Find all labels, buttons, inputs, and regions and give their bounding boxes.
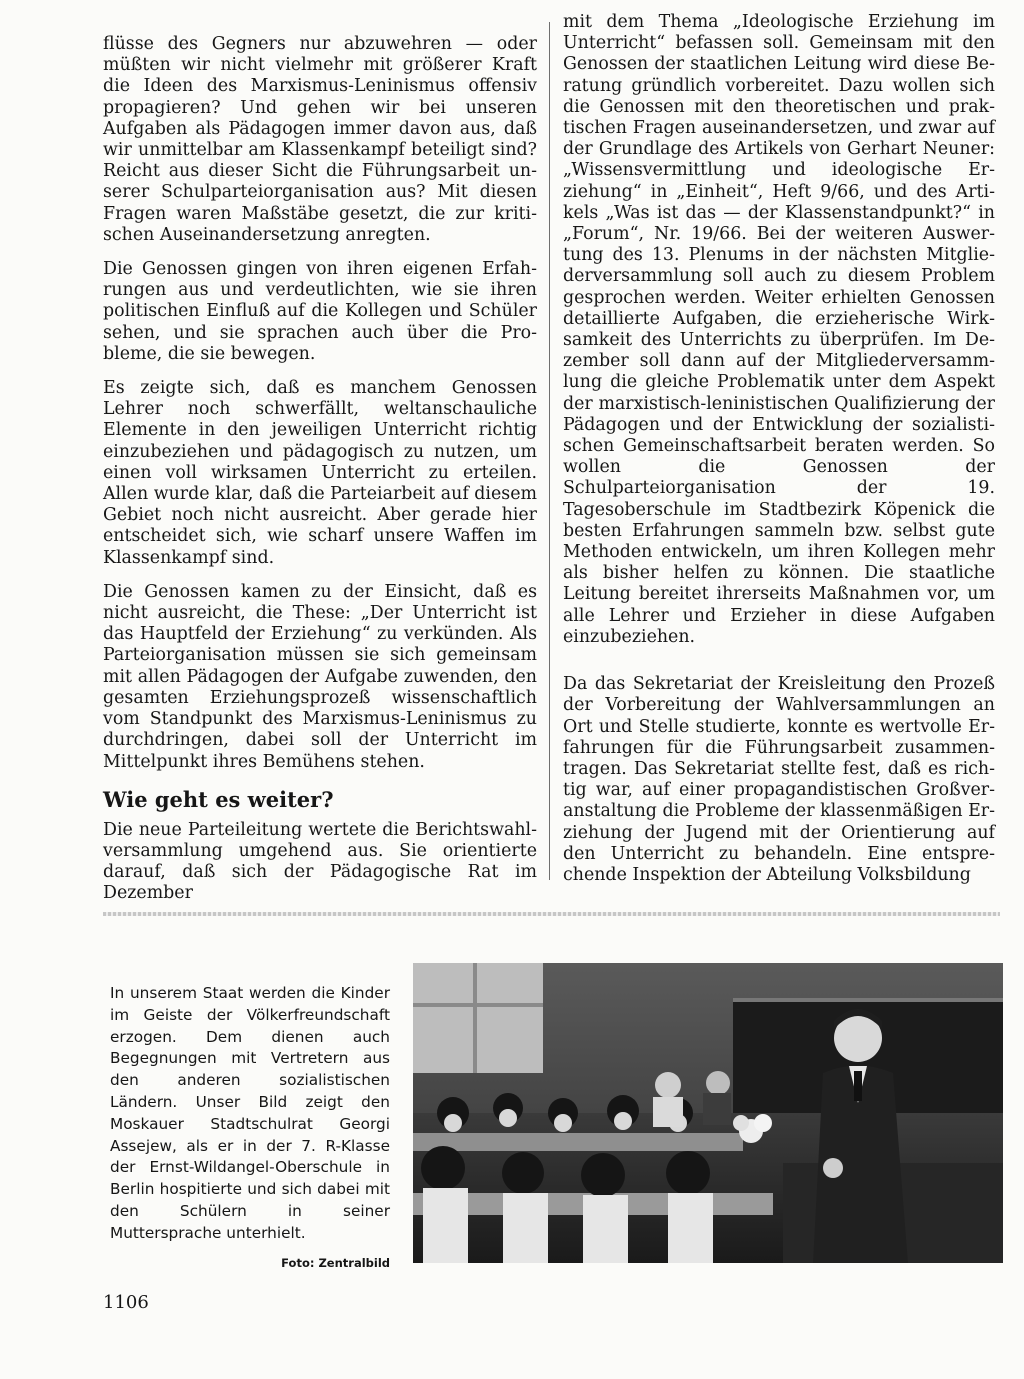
photo-caption: In unserem Staat werden die Kinder im Geiste der Völkerfreundschaft erzogen. Dem dienen auch Begegnungen mit Vertretern aus den anderen sozialistischen Ländern. Unser Bild zeigt den Moskauer Stadtschulrat Georgi Assejew, als er in der 7. R-Klasse der Ernst-Wildangel-Oberschule in Berlin hospitierte und sich dabei mit den Schülern in seiner Muttersprache unterhielt.: [110, 984, 390, 1242]
section-heading: Wie geht es weiter?: [103, 786, 334, 812]
classroom-photo-image: [413, 963, 1003, 1263]
right-text-column: [563, 12, 995, 899]
column-divider: [549, 22, 550, 880]
page-number: 1106: [103, 1292, 149, 1313]
body-paragraph: Die Genossen kamen zu der Einsicht, daß es nicht ausreicht, die These: „Der Unterricht ist das Hauptfeld der Erziehung“ zu verkünden. Als Parteiorganisation müssen sie sich gemeinsam mit allen Pädagogen der Aufgabe zuwenden, den gesamten Erziehungsprozeß wissenschaftlich vom Standpunkt des Marxismus-Leninismus zu durchdringen, dabei soll der Unterricht im Mittelpunkt ihres Bemühens stehen.: [103, 581, 537, 772]
body-paragraph: Die Genossen gingen von ihren eigenen Erfahrungen aus und verdeutlichten, wie sie ihren politischen Einfluß auf die Kollegen und Schüler sehen, und sie sprachen auch über die Probleme, die sie bewegen.: [103, 259, 537, 364]
body-paragraph: mit dem Thema „Ideologische Erziehung im Unterricht“ befassen soll. Gemeinsam mit den Genossen der staatlichen Leitung wird diese Beratung gründlich vorbereitet. Dazu wollen sich die Genossen mit den theoretischen und praktischen Fragen auseinandersetzen, und zwar auf der Grundlage des Artikels von Gerhart Neuner: „Wissensvermittlung und ideologische Erziehung“ in „Einheit“, Heft 9/66, und des Artikels „Was ist das — der Klassenstandpunkt?“ in „Forum“, Nr. 19/66. Bei der weiteren Auswertung des 13. Plenums in der nächsten Mitgliederversammlung soll auch zu diesem Problem gesprochen werden. Weiter erhielten Genossen detaillierte Aufgaben, die erzieherische Wirksamkeit des Unterrichts zu überprüfen. Im Dezember soll dann auf der Mitgliederversammlung die gleiche Problematik unter dem Aspekt der marxistisch-leninistischen Qualifizierung der Pädagogen und der Entwicklung der sozialistischen Gemeinschaftsarbeit beraten werden. So wollen die Genossen der Schulparteiorganisation der 19. Tagesoberschule im Stadtbezirk Köpenick die besten Erfahrungen sammeln bzw. selbst gute Methoden entwickeln, um ihren Kollegen mehr als bisher helfen zu können. Die staatliche Leitung bereitet ihrerseits Maßnahmen vor, um alle Lehrer und Erzieher in diese Aufgaben einzubeziehen.: [563, 12, 995, 647]
classroom-photo: [413, 963, 1003, 1263]
photo-credit: Foto: Zentralbild: [281, 1256, 390, 1270]
body-paragraph: Die neue Parteileitung wertete die Berichtswahlversammlung umgehend aus. Sie orientierte darauf, daß sich der Pädagogische Rat im Dezember: [103, 819, 537, 904]
body-paragraph: flüsse des Gegners nur abzuwehren — oder müßten wir nicht vielmehr mit größerer Kraft die Ideen des Marxismus-Leninismus offensiv propagieren? Und gehen wir bei unseren Aufgaben als Pädagogen immer davon aus, daß wir unmittelbar am Klassenkampf beteiligt sind? Reicht aus dieser Sicht die Führungsarbeit unserer Schulparteiorganisation aus? Mit diesen Fragen waren Maßstäbe gesetzt, die zur kritischen Auseinandersetzung anregten.: [103, 34, 537, 245]
body-paragraph: Da das Sekretariat der Kreisleitung den Prozeß der Vorbereitung der Wahlversammlungen an Ort und Stelle studierte, konnte es wertvolle Erfahrungen für die Führungsarbeit zusammentragen. Das Sekretariat stellte fest, daß es richtig war, auf einer propagandistischen Großveranstaltung die Probleme der klassenmäßigen Erziehung der Jugend mit der Orientierung auf den Unterricht zu behandeln. Eine entsprechende Inspektion der Abteilung Volksbildung: [563, 674, 995, 885]
left-text-column: [103, 34, 537, 918]
body-paragraph: Es zeigte sich, daß es manchem Genossen Lehrer noch schwerfällt, weltanschauliche Elemente in den jeweiligen Unterricht richtig einzubeziehen und pädagogisch zu nutzen, um einen voll wirksamen Unterricht zu erteilen. Allen wurde klar, daß die Parteiarbeit auf diesem Gebiet noch nicht ausreicht. Aber gerade hier entscheidet sich, wie scharf unsere Waffen im Klassenkampf sind.: [103, 378, 537, 568]
separator-rule: [103, 912, 1000, 916]
